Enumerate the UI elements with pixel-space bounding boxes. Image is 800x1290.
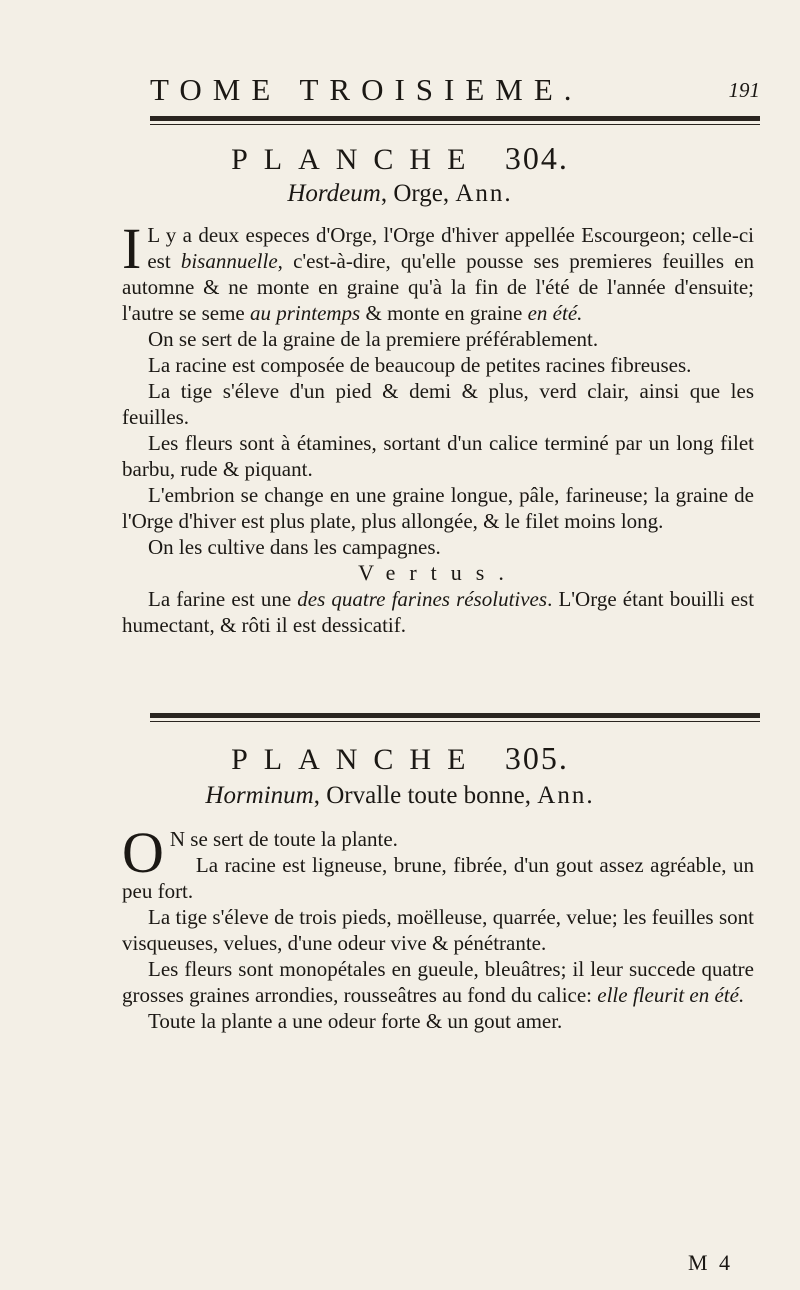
plate-label: PLANCHE xyxy=(231,143,482,176)
common-name: Orvalle toute bonne xyxy=(326,782,525,809)
plate-304-heading xyxy=(0,140,800,177)
paragraph: La racine est composée de beaucoup de petites racines fibreuses. xyxy=(148,353,692,377)
plate-304-text xyxy=(122,216,755,638)
paragraph: Les fleurs sont à étamines, sortant d'un calice terminé par un long filet barbu, rude & piquant. xyxy=(122,431,754,481)
text-run: & monte en graine xyxy=(360,301,528,325)
latin-name: Hordeum xyxy=(287,180,381,207)
latin-name: Horminum xyxy=(205,782,314,809)
page-number: 191 xyxy=(728,78,760,102)
text-run: L y a deux especes d'Orge, l'Orge d'hiver appellée Escourgeon; celle-ci est xyxy=(147,223,754,273)
section-heading-vertus: Vertus. xyxy=(358,560,518,585)
drop-cap: I xyxy=(122,216,142,281)
paragraph: On se sert de la graine de la premiere préférablement. xyxy=(148,327,599,351)
separator: , xyxy=(380,180,388,207)
text-run: . L'Orge étant bouilli est humectant, & rôti il est dessicatif. xyxy=(122,587,755,637)
plate-304-subtitle: Hordeum, Orge, Ann. xyxy=(287,180,513,207)
plate-number: 304. xyxy=(504,140,569,176)
volume-title: TOME TROISIEME. xyxy=(150,72,583,107)
signature-mark: M 4 xyxy=(688,1250,734,1275)
plate-305-subtitle: Horminum, Orvalle toute bonne, Ann. xyxy=(205,782,595,809)
paragraph: La tige s'éleve de trois pieds, moëlleuse, quarrée, velue; les feuilles sont visqueuses, velues, d'une odeur vive & pénétrante. xyxy=(122,905,754,955)
italic-run: des quatre farines résolutives xyxy=(297,587,548,611)
paragraph: La racine est ligneuse, brune, fibrée, d'un gout assez agréable, un peu fort. xyxy=(122,853,754,903)
plate-305-text xyxy=(122,820,754,1034)
paragraph xyxy=(122,956,754,1008)
annual-tag: Ann. xyxy=(537,782,595,809)
paragraph: L'embrion se change en une graine longue, pâle, farineuse; la graine de l'Orge d'hiver est plus plate, plus allongée, & le filet moins long. xyxy=(122,483,754,533)
text-run: Les fleurs sont monopétales en gueule, bleuâtres; il leur succede quatre grosses graines arrondies, rousseâtres au fond du calice: xyxy=(122,957,754,1007)
text-run: La farine est une xyxy=(148,587,298,611)
text-run: , c'est-à-dire, qu'elle pousse ses premieres feuilles en automne & ne monte en graine qu'à la fin de l'été de l'année d'ensuite; l'autre se seme xyxy=(122,249,755,325)
paragraph: Toute la plante a une odeur forte & un gout amer. xyxy=(148,1009,563,1033)
common-name: Orge xyxy=(393,180,443,207)
italic-run: bisannuelle xyxy=(180,249,278,273)
italic-run: en été. xyxy=(527,301,583,325)
separator: , xyxy=(313,782,320,809)
top-rule xyxy=(150,116,760,125)
paragraph xyxy=(122,216,755,326)
plate-305-heading xyxy=(0,740,800,777)
annual-tag: Ann. xyxy=(455,180,513,207)
text-run: N se sert de toute la plante. xyxy=(169,827,398,851)
paragraph: La tige s'éleve d'un pied & demi & plus, verd clair, ainsi que les feuilles. xyxy=(122,379,754,429)
paragraph: On les cultive dans les campagnes. xyxy=(148,535,441,559)
italic-run: elle fleurit en été. xyxy=(597,983,745,1007)
paragraph xyxy=(122,586,754,638)
running-head xyxy=(150,72,760,112)
italic-run: au printemps xyxy=(249,301,361,325)
middle-rule xyxy=(150,713,760,722)
drop-cap: O xyxy=(122,820,164,885)
plate-number: 305. xyxy=(504,740,569,776)
plate-label: PLANCHE xyxy=(231,743,482,776)
